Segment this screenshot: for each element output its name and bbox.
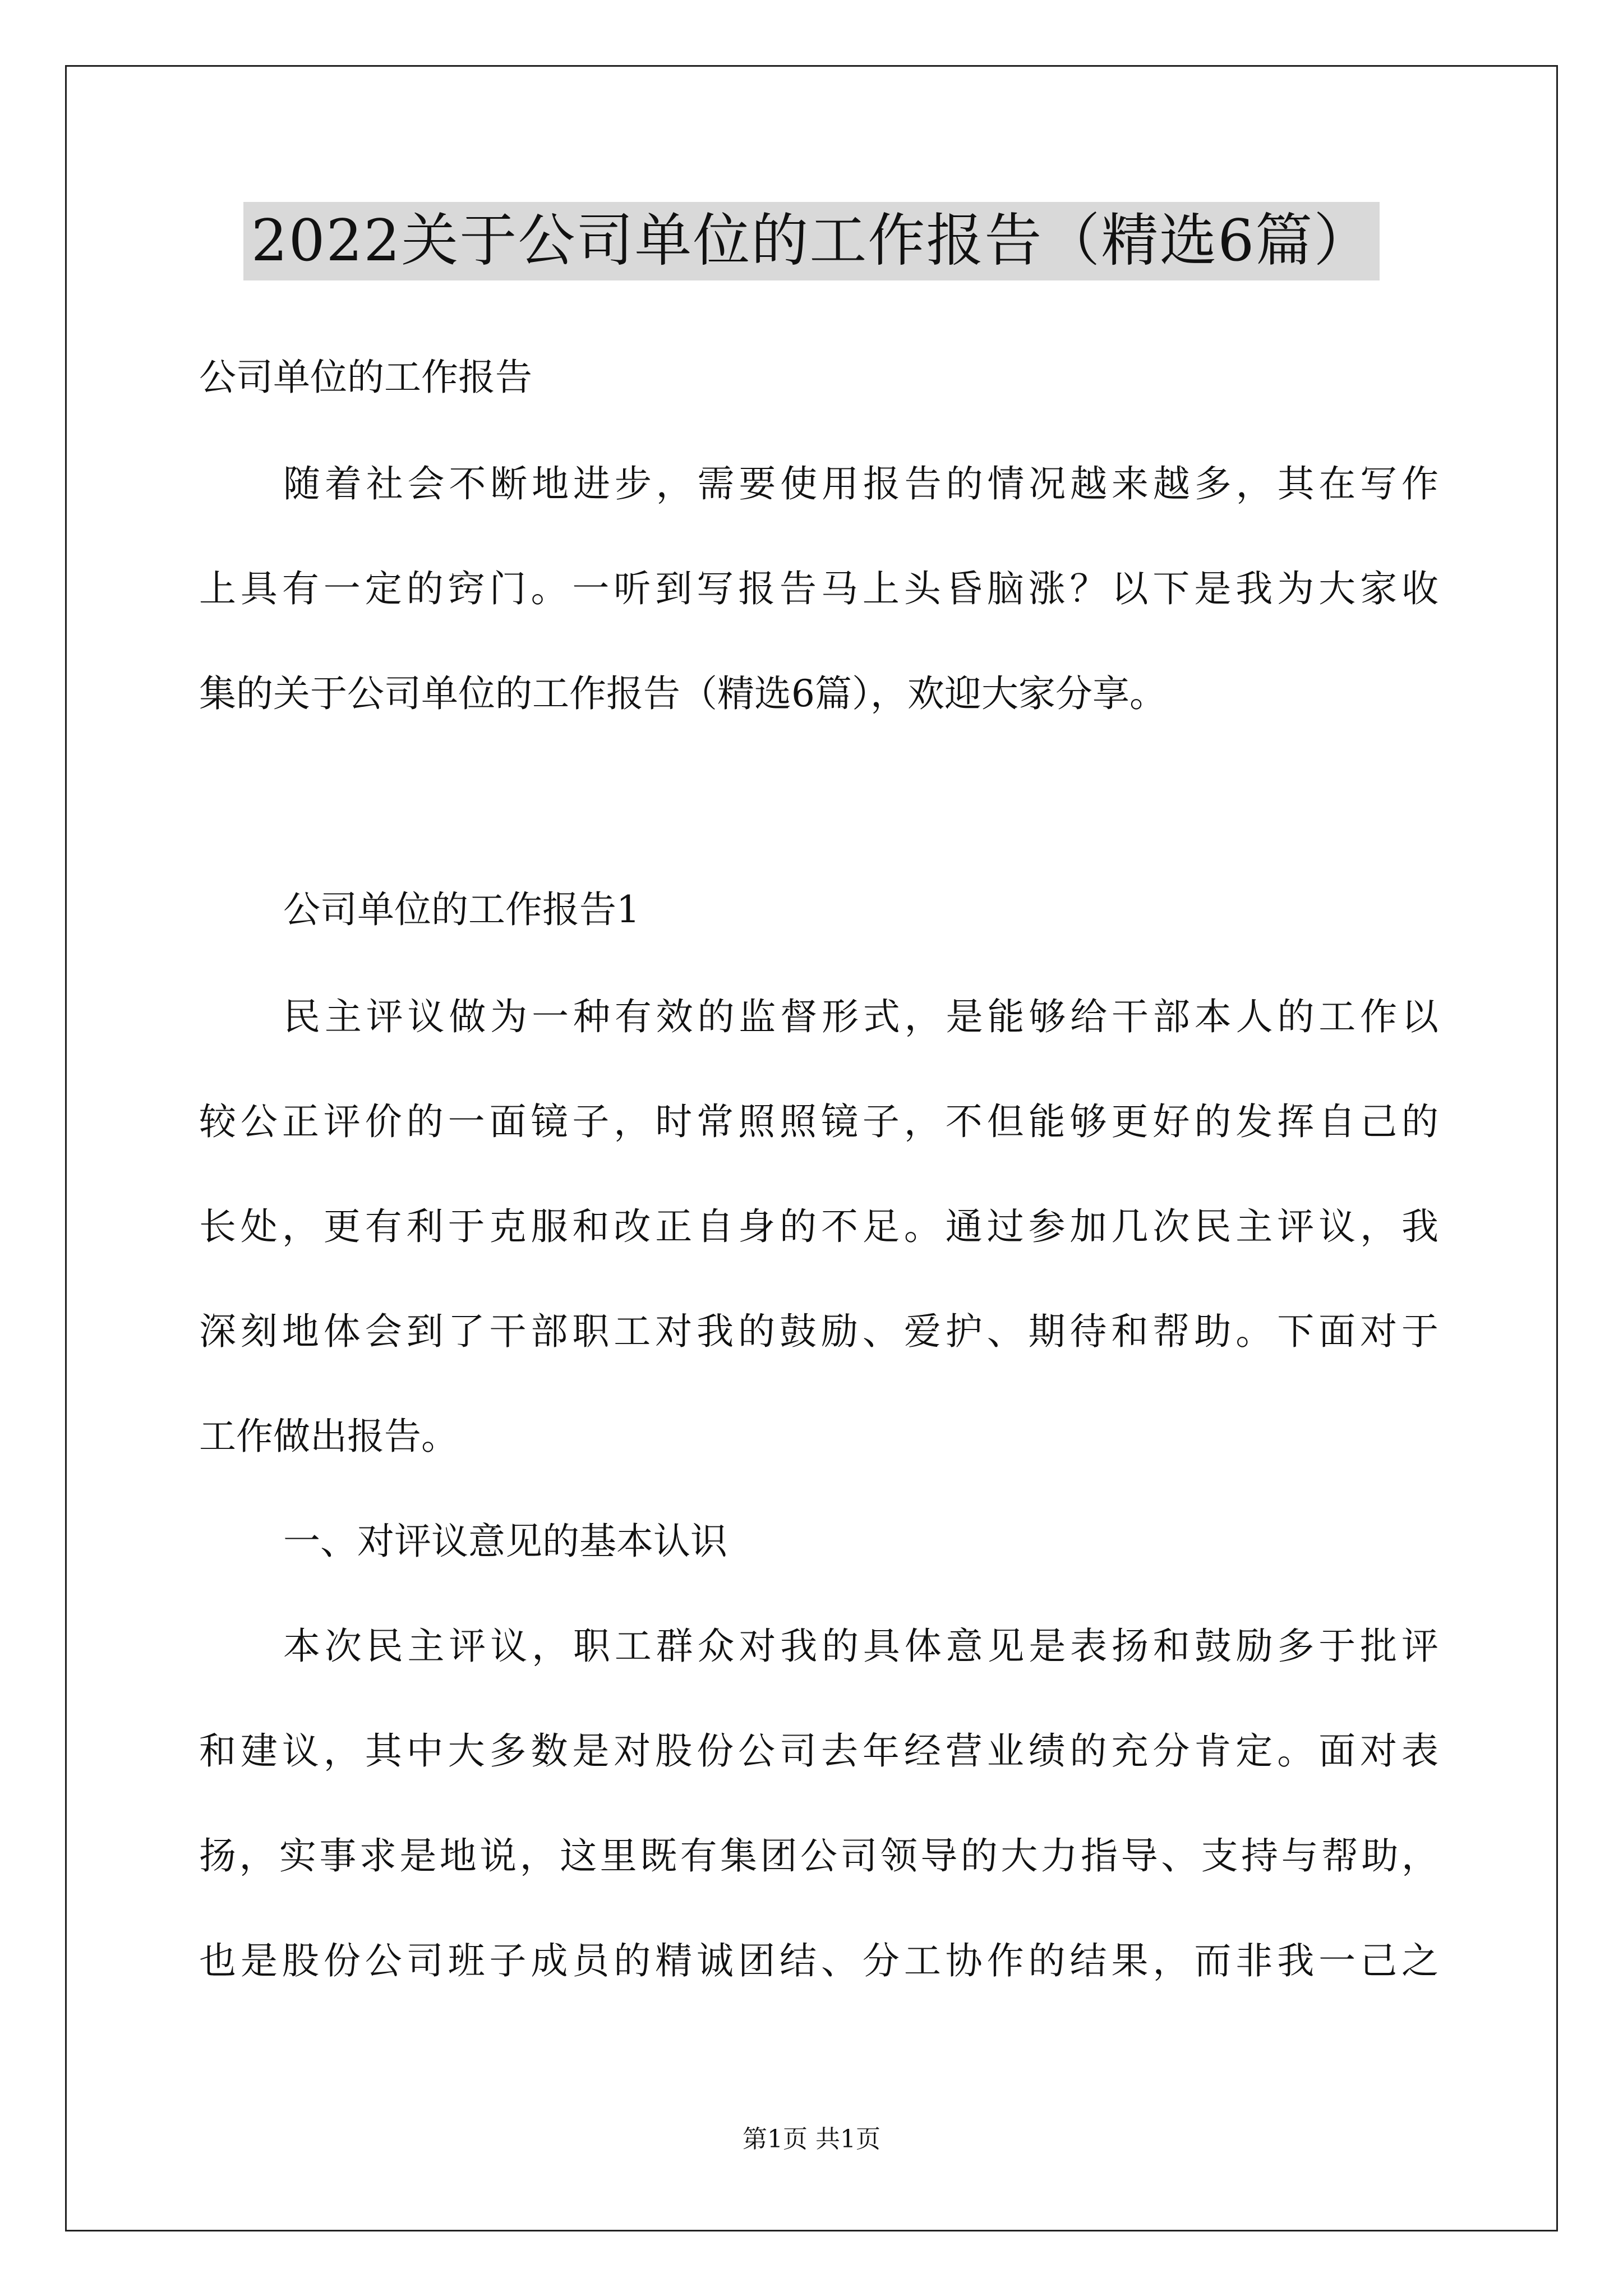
para2-line-3: 扬，实事求是地说，这里既有集团公司领导的大力指导、支持与帮助， bbox=[199, 1834, 1438, 1878]
para1-line-3: 长处，更有利于克服和改正自身的不足。通过参加几次民主评议，我 bbox=[199, 1205, 1438, 1248]
para1-line-4: 深刻地体会到了干部职工对我的鼓励、爱护、期待和帮助。下面对于 bbox=[199, 1310, 1438, 1353]
document-title: 2022关于公司单位的工作报告（精选6篇） bbox=[243, 202, 1380, 280]
para1-line-2: 较公正评价的一面镜子，时常照照镜子，不但能够更好的发挥自己的 bbox=[199, 1100, 1438, 1143]
title-container bbox=[0, 202, 1623, 280]
subheading: 一、对评议意见的基本认识 bbox=[283, 1520, 727, 1563]
para1-line-1: 民主评议做为一种有效的监督形式，是能够给干部本人的工作以 bbox=[283, 995, 1438, 1038]
para1-line-5: 工作做出报告。 bbox=[199, 1415, 458, 1458]
intro-line-1: 随着社会不断地进步，需要使用报告的情况越来越多，其在写作 bbox=[283, 462, 1438, 505]
page-footer: 第1页 共1页 bbox=[743, 2125, 880, 2154]
intro-line-3: 集的关于公司单位的工作报告（精选6篇），欢迎大家分享。 bbox=[199, 672, 1166, 715]
intro-line-2: 上具有一定的窍门。一听到写报告马上头昏脑涨？以下是我为大家收 bbox=[199, 567, 1438, 610]
para2-line-4: 也是股份公司班子成员的精诚团结、分工协作的结果，而非我一己之 bbox=[199, 1939, 1438, 1982]
document-subtitle: 公司单位的工作报告 bbox=[199, 356, 532, 399]
section-heading: 公司单位的工作报告1 bbox=[283, 888, 640, 931]
para2-line-1: 本次民主评议，职工群众对我的具体意见是表扬和鼓励多于批评 bbox=[283, 1625, 1438, 1668]
para2-line-2: 和建议，其中大多数是对股份公司去年经营业绩的充分肯定。面对表 bbox=[199, 1729, 1438, 1773]
